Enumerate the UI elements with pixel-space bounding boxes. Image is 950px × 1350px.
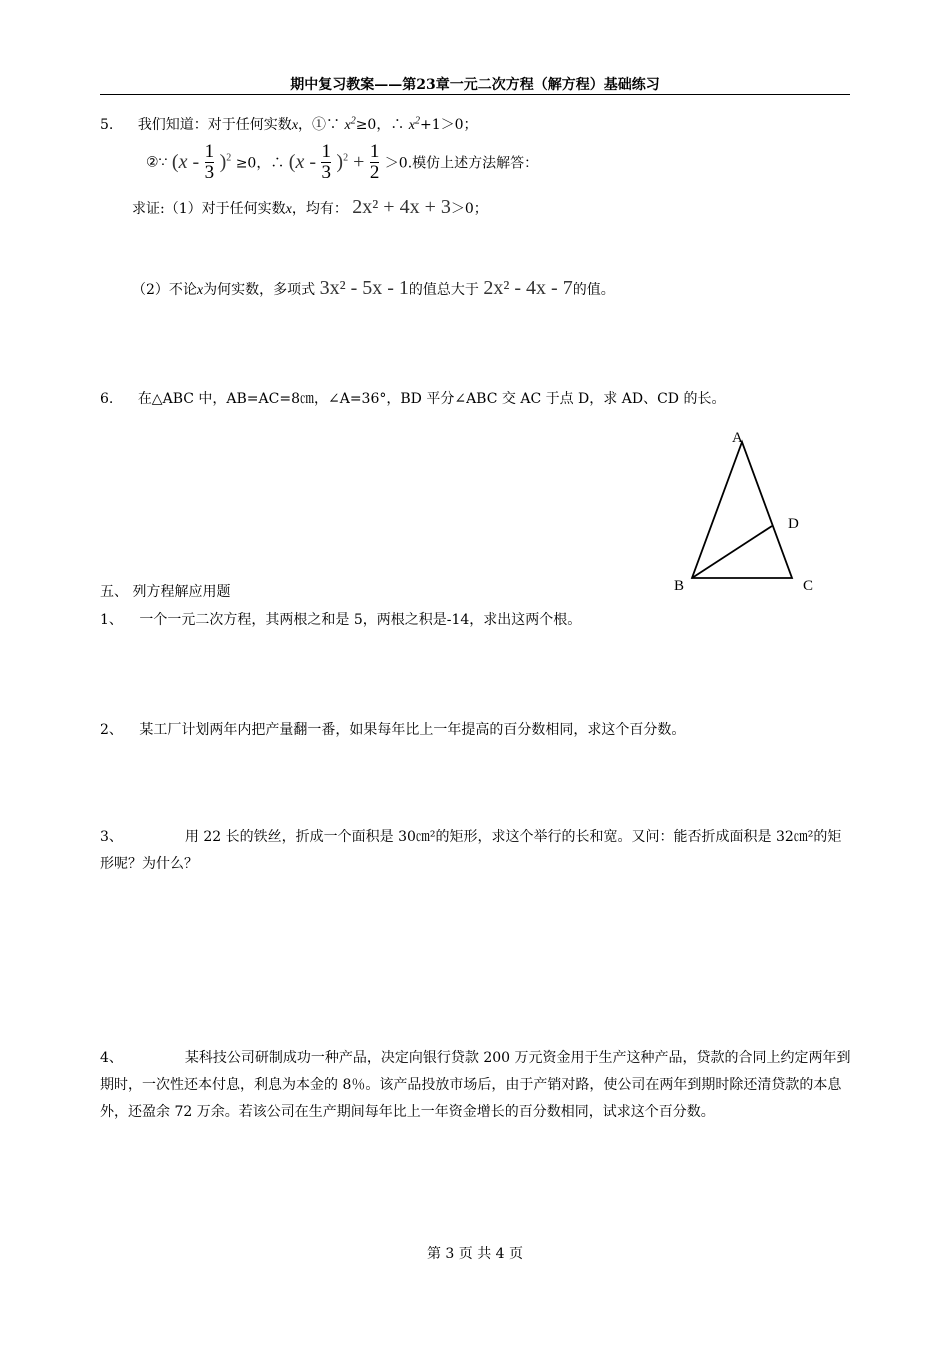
paren-open: (x -	[171, 151, 200, 173]
x-squared: $x^2$	[344, 115, 356, 133]
q5-imitate-text: ＞0.模仿上述方法解答：	[384, 155, 539, 172]
var-x: x	[196, 283, 204, 298]
q5-because-1: ，①∵	[298, 117, 341, 133]
q5-polynomial-text: 为何实数，多项式	[203, 282, 316, 298]
q5-plus-1: +1＞0；	[420, 117, 478, 133]
q6-line	[100, 388, 725, 408]
label-b: B	[674, 578, 685, 594]
q5-line2	[146, 142, 538, 183]
q5-because-2: ②∵	[146, 154, 168, 171]
header-rule	[100, 94, 850, 95]
q5-all-have: ，均有：	[291, 201, 348, 217]
problem-number: 2、	[100, 722, 123, 738]
fraction-one-third: $\frac{1}{3}$	[321, 141, 331, 183]
bisector-bd	[692, 526, 772, 578]
problem-text: 用 22 长的铁丝，折成一个面积是 30㎝²的矩形，求这个举行的长和宽。又问：能否折成面积是 32㎝²的矩形呢？为什么？	[100, 829, 842, 872]
label-c: C	[803, 578, 814, 594]
fraction-one-half: $\frac{1}{2}$	[369, 141, 380, 183]
problem-text: 一个一元二次方程，其两根之和是 5，两根之积是-14，求出这两个根。	[139, 612, 582, 628]
problem-number: 4、	[100, 1050, 123, 1066]
page-header-title: 期中复习教案——第23章一元二次方程（解方程）基础练习	[290, 77, 660, 93]
q5-always-greater: 的值总大于	[408, 282, 479, 298]
word-problem-2	[100, 719, 685, 739]
triangle-figure	[660, 420, 830, 610]
label-a: A	[732, 430, 743, 446]
page-footer: 第 3 页 共 4 页	[426, 1246, 524, 1262]
var-x: x	[285, 202, 292, 217]
q5-part2-text: （2）不论	[132, 282, 197, 298]
q5-line1	[100, 114, 478, 134]
word-problem-3	[100, 824, 852, 878]
triangle-abc	[692, 442, 792, 578]
problem-number: 1、	[100, 612, 123, 628]
fraction-one-third: $\frac{1}{3}$	[204, 141, 215, 183]
q6-number: 6.	[100, 391, 114, 407]
q5-gt-0: ＞0；	[450, 201, 488, 217]
problem-number: 3、	[100, 829, 123, 845]
expr-2x2-4x-3: 2x² + 4x + 3	[352, 196, 451, 218]
problem-text: 某工厂计划两年内把产量翻一番，如果每年比上一年提高的百分数相同，求这个百分数。	[139, 722, 686, 738]
q6-text: 在△ABC 中，AB=AC=8㎝，∠A=36°，BD 平分∠ABC 交 AC 于点 D，求 AD、CD 的长。	[137, 391, 726, 407]
word-problem-1	[100, 609, 581, 629]
paren-close: )$^2$	[219, 151, 232, 173]
paren-close: )$^2$ +	[336, 151, 365, 173]
q5-number: 5.	[100, 117, 114, 133]
section-title: 五、 列方程解应用题	[100, 584, 231, 600]
q5-intro-text: 我们知道：对于任何实数	[137, 117, 292, 133]
q5-proof-line	[132, 196, 488, 219]
q5-value-text: 的值。	[572, 282, 615, 298]
x-squared: $x^2$	[408, 115, 421, 133]
var-x: x	[291, 118, 299, 133]
q5-proof-text: 求证:（1）对于任何实数	[132, 201, 286, 217]
q5-geq-0: ≥0，∴	[355, 117, 405, 133]
problem-text: 某科技公司研制成功一种产品，决定向银行贷款 200 万元资金用于生产这种产品，贷款的合同上约定两年到期时，一次性还本付息，利息为本金的 8％。该产品投放市场后，由于产销对路，使公司在两年到期时除还清贷款的本息外，还盈余 72 万余。若该公司在生产期间每年比上一年资金增长的百分数相同，试求这个百分数。	[100, 1050, 851, 1120]
label-d: D	[788, 516, 799, 532]
expr-3x2-5x-1: 3x² - 5x - 1	[319, 277, 409, 299]
q5-geq-0-b: ≥0，∴	[235, 155, 285, 172]
q5-part2-line	[132, 277, 615, 300]
expr-2x2-4x-7: 2x² - 4x - 7	[483, 277, 573, 299]
paren-open: (x -	[288, 151, 317, 173]
word-problem-4	[100, 1045, 852, 1126]
